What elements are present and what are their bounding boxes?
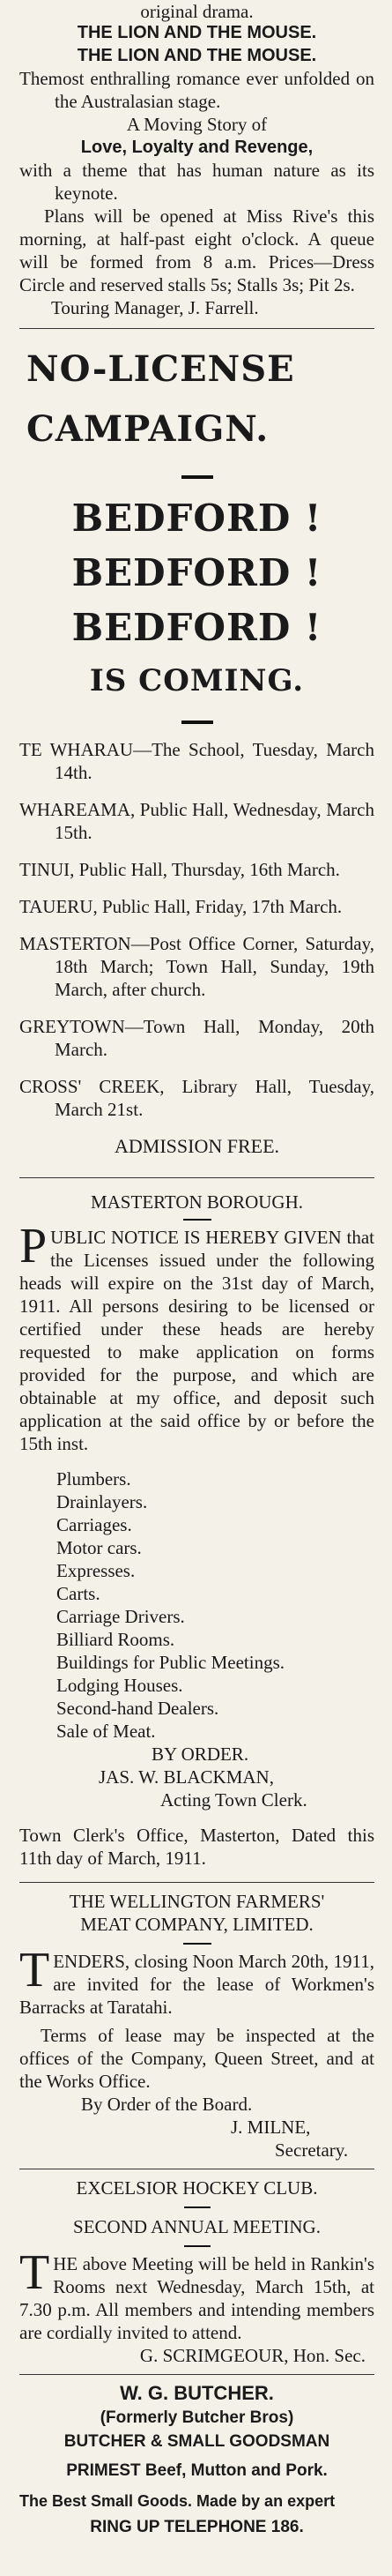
meat-title-2: MEAT COMPANY, LIMITED. — [80, 1914, 314, 1935]
play-subtitle: A Moving Story of — [126, 114, 268, 135]
play-theme: Love, Loyalty and Revenge, — [80, 138, 314, 157]
butcher-trade: BUTCHER & SMALL GOODSMAN — [63, 2432, 330, 2451]
list-item: Buildings for Public Meetings. — [56, 1652, 285, 1673]
license-heads-list — [19, 1467, 374, 1743]
is-coming: IS COMING. — [89, 663, 305, 698]
borough-notice-text: PUBLIC NOTICE IS HEREBY GIVEN that the Licenses issued under the following heads will expire on the 31st day of March, 1911. All persons desiring to be licensed or certified under these heads are hereby requested to make application on forms provided for the purpose, and which are obtainable at my office, and deposit such application at the said office by or before the 15th inst. — [19, 1219, 374, 1454]
borough-signer: JAS. W. BLACKMAN, — [99, 1766, 274, 1788]
play-title-1: THE LION AND THE MOUSE. — [77, 23, 317, 42]
butcher-ad — [19, 2380, 374, 2539]
bedford-line-1: BEDFORD ! — [71, 497, 322, 540]
divider — [19, 2374, 374, 2375]
hockey-signer: G. SCRIMGEOUR, Hon. Sec. — [139, 2345, 366, 2366]
butcher-phone: RING UP TELEPHONE 186. — [90, 2518, 304, 2536]
lion-mouse-ad — [19, 0, 374, 319]
divider — [19, 1882, 374, 1883]
meat-signer-title: Secretary. — [275, 2139, 349, 2161]
list-item: Carriages. — [56, 1514, 132, 1535]
meeting-list — [19, 738, 374, 1121]
hockey-subtitle: SECOND ANNUAL MEETING. — [73, 2216, 321, 2237]
list-item: Lodging Houses. — [56, 1675, 183, 1696]
borough-office-date: Town Clerk's Office, Masterton, Dated this 11th day of March, 1911. — [19, 1825, 374, 1869]
meeting-item: GREYTOWN—Town Hall, Monday, 20th March. — [19, 1016, 374, 1060]
no-license-campaign — [19, 345, 374, 1158]
list-item: Expresses. — [56, 1560, 136, 1581]
plans-text: Plans will be opened at Miss Rive's this morning, at half-past eight o'clock. A queue will be formed from 8 a.m. Prices—Dress Circle and reserved stalls 5s; Stalls 3s; Pit 2s. — [19, 205, 374, 295]
divider — [19, 1177, 374, 1178]
short-rule — [183, 1943, 211, 1945]
list-item: Carriage Drivers. — [56, 1606, 185, 1627]
bedford-line-3: BEDFORD ! — [71, 606, 322, 649]
meeting-item: TAUERU, Public Hall, Friday, 17th March. — [19, 896, 343, 917]
borough-title: MASTERTON BOROUGH. — [90, 1191, 304, 1213]
meeting-item: CROSS' CREEK, Library Hall, Tuesday, March 21st. — [19, 1076, 374, 1120]
butcher-title: W. G. BUTCHER. — [120, 2382, 274, 2404]
short-rule — [183, 1219, 211, 1221]
meat-title-1: THE WELLINGTON FARMERS' — [69, 1891, 325, 1912]
meeting-item: TINUI, Public Hall, Thursday, 16th March. — [19, 859, 340, 880]
meat-company-tender — [19, 1890, 374, 2162]
butcher-formerly: (Formerly Butcher Bros) — [100, 2408, 294, 2427]
divider — [19, 328, 374, 329]
meat-signer: J. MILNE, — [231, 2117, 311, 2138]
hockey-text: THE above Meeting will be held in Rankin's Rooms next Wednesday, March 15th, at 7.30 p.m. All members and intending members are cordially invited to attend. — [19, 2245, 374, 2343]
hockey-club-notice — [19, 2177, 374, 2367]
campaign-title-1: NO-LICENSE — [26, 348, 295, 390]
meeting-item: MASTERTON—Post Office Corner, Saturday, 18th March; Town Hall, Sunday, 19th March, after church. — [19, 933, 374, 1000]
meat-by-order: By Order of the Board. — [81, 2094, 253, 2115]
by-order: BY ORDER. — [152, 1743, 249, 1765]
borough-signer-title: Acting Town Clerk. — [160, 1789, 307, 1811]
butcher-goods: The Best Small Goods. Made by an expert — [19, 2492, 336, 2510]
list-item: Motor cars. — [56, 1537, 142, 1558]
tender-terms: Terms of lease may be inspected at the offices of the Company, Queen Street, and at the Works Office. — [19, 2025, 374, 2092]
short-rule — [181, 721, 213, 724]
list-item: Sale of Meat. — [56, 1721, 156, 1742]
play-description: Themost enthralling romance ever unfolded on the Australasian stage. — [19, 68, 374, 112]
admission-free: ADMISSION FREE. — [114, 1135, 280, 1157]
short-rule — [181, 475, 213, 479]
short-rule — [184, 2245, 211, 2247]
bedford-line-2: BEDFORD ! — [71, 551, 322, 594]
meeting-item: WHAREAMA, Public Hall, Wednesday, March 15th. — [19, 799, 374, 843]
list-item: Drainlayers. — [56, 1491, 148, 1512]
list-item: Carts. — [56, 1583, 100, 1604]
list-item: Billiard Rooms. — [56, 1629, 175, 1650]
list-item: Plumbers. — [56, 1468, 131, 1490]
partial-line: original drama. — [140, 1, 254, 22]
campaign-title-2: CAMPAIGN. — [26, 408, 270, 450]
butcher-prime: PRIMEST Beef, Mutton and Pork. — [66, 2461, 328, 2480]
tender-text: TENDERS, closing Noon March 20th, 1911, are invited for the lease of Workmen's Barracks at Taratahi. — [19, 1943, 374, 2018]
list-item: Second-hand Dealers. — [56, 1698, 219, 1719]
short-rule — [184, 2206, 211, 2208]
touring-manager: Touring Manager, J. Farrell. — [51, 297, 259, 318]
hockey-title: EXCELSIOR HOCKEY CLUB. — [76, 2177, 318, 2199]
play-theme-desc: with a theme that has human nature as its keynote. — [19, 160, 374, 204]
meeting-item: TE WHARAU—The School, Tuesday, March 14th. — [19, 739, 374, 783]
masterton-borough-notice — [19, 1191, 374, 1870]
play-title-2: THE LION AND THE MOUSE. — [77, 46, 317, 65]
